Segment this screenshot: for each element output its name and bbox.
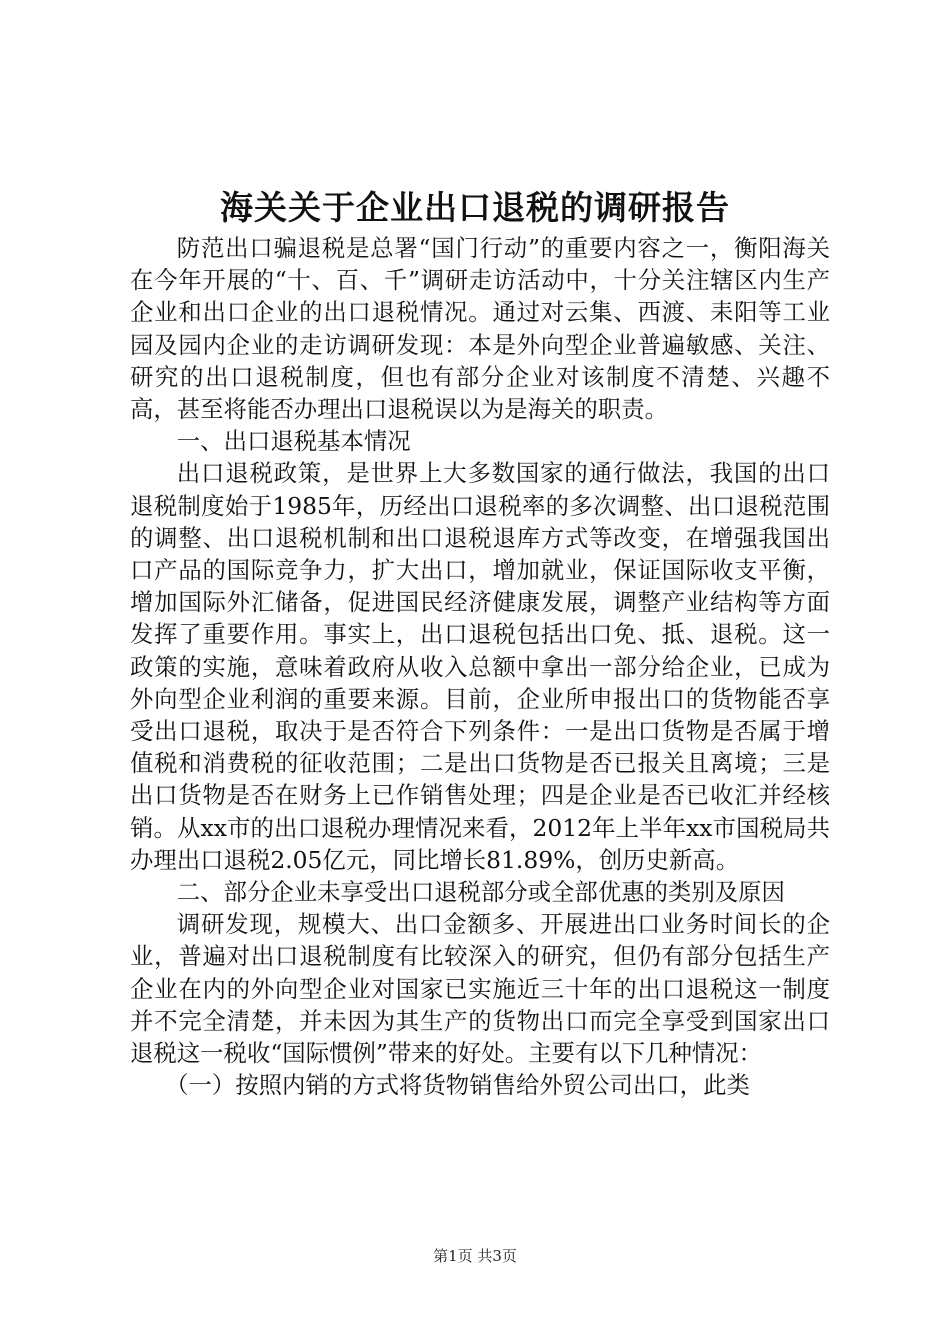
page-footer: 第1页 共3页	[433, 1247, 517, 1265]
paragraph-intro: 防范出口骗退税是总署“国门行动”的重要内容之一，衡阳海关在今年开展的“十、百、千”调研走访活动中，十分关注辖区内生产企业和出口企业的出口退税情况。通过对云集、西渡、耒阳等工业园及园内企业的走访调研发现：本是外向型企业普遍敏感、关注、研究的出口退税制度，但也有部分企业对该制度不清楚、兴趣不高，甚至将能否办理出口退税误以为是海关的职责。	[130, 234, 830, 424]
subsection-heading-1: （一）按照内销的方式将货物销售给外贸公司出口，此类	[165, 1071, 750, 1100]
document-title: 海关关于企业出口退税的调研报告	[220, 188, 730, 227]
section-heading-2: 二、部分企业未享受出口退税部分或全部优惠的类别及原因	[176, 878, 785, 907]
paragraph-section-1: 出口退税政策，是世界上大多数国家的通行做法，我国的出口退税制度始于1985年，历经出口退税率的多次调整、出口退税范围的调整、出口退税机制和出口退税退库方式等改变，在增强我国出口产品的国际竞争力，扩大出口，增加就业，保证国际收支平衡，增加国际外汇储备，促进国民经济健康发展，调整产业结构等方面发挥了重要作用。事实上，出口退税包括出口免、抵、退税。这一政策的实施，意味着政府从收入总额中拿出一部分给企业，已成为外向型企业利润的重要来源。目前，企业所申报出口的货物能否享受出口退税，取决于是否符合下列条件：一是出口货物是否属于增值税和消费税的征收范围；二是出口货物是否已报关且离境；三是出口货物是否在财务上已作销售处理；四是企业是否已收汇并经核销。从xx市的出口退税办理情况来看，2012年上半年xx市国税局共办理出口退税2.05亿元，同比增长81.89%，创历史新高。	[130, 459, 830, 874]
document-body	[130, 232, 830, 1101]
section-heading-1: 一、出口退税基本情况	[176, 427, 411, 456]
paragraph-section-2: 调研发现，规模大、出口金额多、开展进出口业务时间长的企业，普遍对出口退税制度有比较深入的研究，但仍有部分包括生产企业在内的外向型企业对国家已实施近三十年的出口退税这一制度并不完全清楚，并未因为其生产的货物出口而完全享受到国家出口退税这一税收“国际惯例”带来的好处。主要有以下几种情况：	[130, 910, 830, 1068]
